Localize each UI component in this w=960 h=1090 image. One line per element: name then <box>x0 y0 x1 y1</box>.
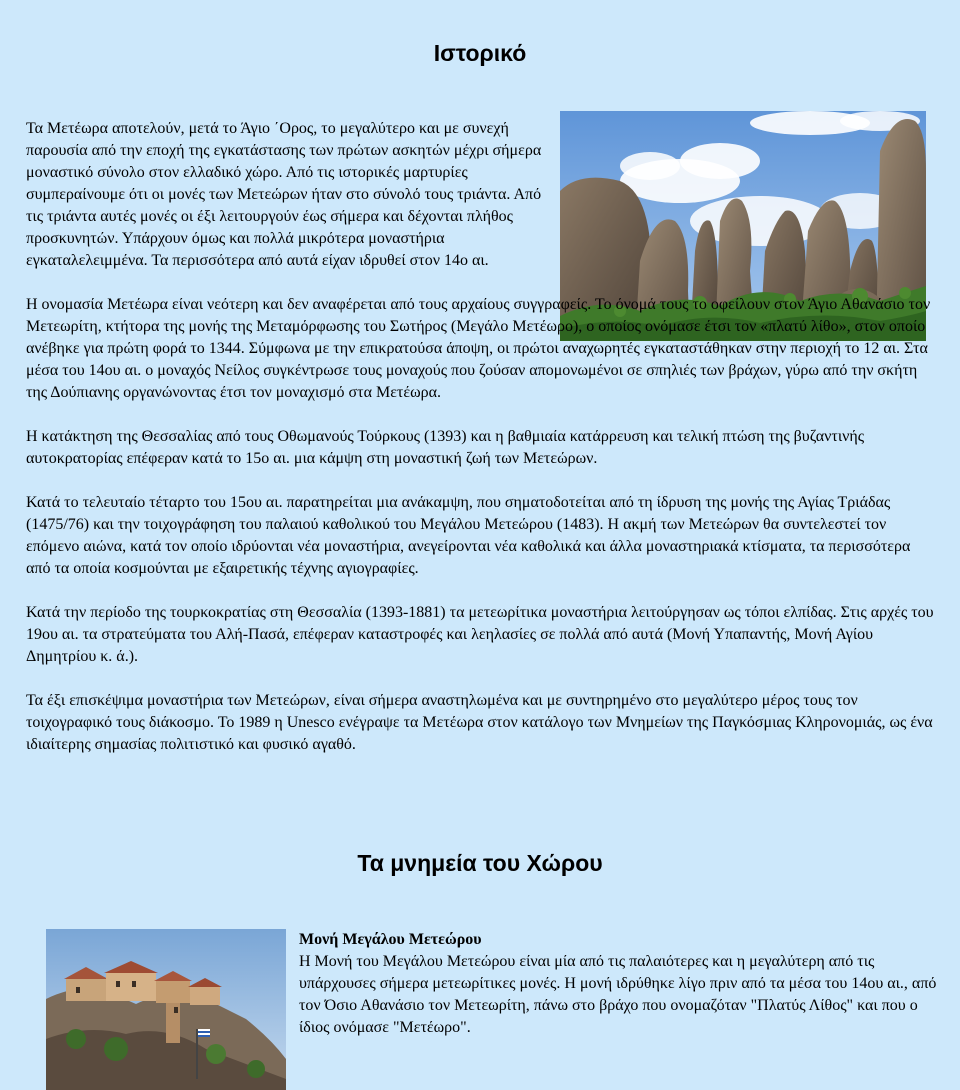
history-text <box>26 118 936 778</box>
history-title: Ιστορικό <box>433 40 527 66</box>
history-paragraph: Τα Μετέωρα αποτελούν, μετά το Άγιο ΄Ορος, το μεγαλύτερο και με συνεχή παρουσία από την εποχή της εγκατάστασης των πρώτων ασκητών μέχρι σήμερα μοναστικό σύνολο στον ελλαδικό χώρο. Από τις ιστορικές μαρτυρίες συμπεραίνουμε ότι οι μονές των Μετεώρων ήταν στο σύνολό τους τριάντα. Από τις τριάντα αυτές μονές οι έξι λειτουργούν έως σήμερα και δέχονται πλήθος προσκυνητών. Υπάρχουν όμως και πολλά μικρότερα μοναστήρια εγκαταλελειμμένα. Τα περισσότερα από αυτά είχαν ιδρυθεί στον 14ο αι. <box>26 120 542 269</box>
great-meteoron-photo <box>46 929 286 1090</box>
history-paragraph: Κατά το τελευταίο τέταρτο του 15ου αι. παρατηρείται μια ανάκαμψη, που σηματοδοτείται από τη ίδρυση της μονής της Αγίας Τριάδας (1475/76) και την τοιχογράφηση του παλαιού καθολικού του Μεγάλου Μετεώρου (1483). Η ακμή των Μετεώρων θα συντελεστεί τον επόμενο αιώνα, κατά τον οποίο ιδρύονται νέα μοναστήρια, ανεγείρονται νέα καθολικά και άλλα μοναστηριακά κτίσματα, τα περισσότερα από τα οποία κοσμούνται με εξαιρετικής τέχνης αγιογραφίες. <box>26 494 911 577</box>
history-paragraph: Η κατάκτηση της Θεσσαλίας από τους Οθωμανούς Τούρκους (1393) και η βαθμιαία κατάρρευση και τελική πτώση της βυζαντινής αυτοκρατορίας επέφεραν κατά το 15ο αι. μια κάμψη στη μοναστική ζωή των Μετεώρων. <box>26 428 865 467</box>
history-paragraph: Κατά την περίοδο της τουρκοκρατίας στη Θεσσαλία (1393-1881) τα μετεωρίτικα μοναστήρια λειτούργησαν ως τόποι ελπίδας. Στις αρχές του 19ου αι. τα στρατεύματα του Αλή-Πασά, επέφεραν καταστροφές και λεηλασίες σε πολλά από αυτά (Μονή Υπαπαντής, Μονή Αγίου Δημητρίου κ. ά.). <box>26 604 934 665</box>
history-paragraph: Τα έξι επισκέψιμα μοναστήρια των Μετεώρων, είναι σήμερα αναστηλωμένα και με συντηρημένο στο μεγαλύτερο μέρος τους τον τοιχογραφικό τους διάκοσμο. Το 1989 η Unesco ενέγραψε τα Μετέωρα στον κατάλογο των Μνημείων της Παγκόσμιας Κληρονομιάς, ως ένα ιδιαίτερης σημασίας πολιτιστικό και φυσικό αγαθό. <box>26 692 933 753</box>
great-meteoron-illustration <box>46 929 286 1090</box>
monument-name: Μονή Μεγάλου Μετεώρου <box>299 931 482 948</box>
monument-item <box>299 929 939 1039</box>
history-paragraph: Η ονομασία Μετέωρα είναι νεότερη και δεν αναφέρεται από τους αρχαίους συγγραφείς. Το όνομά τους το οφείλουν στον Άγιο Αθανάσιο τον Μετεωρίτη, κτήτορα της μονής της Μεταμόρφωσης του Σωτήρος (Μεγάλο Μετέωρο), ο οποίος ονόμασε έτσι τον «πλατύ λίθο», στον οποίο ανέβηκε για πρώτη φορά το 1344. Σύμφωνα με την επικρατούσα άποψη, οι πρώτοι αναχωρητές εγκαταστάθηκαν στην περιοχή το 12 αι. Στα μέσα του 14ου αι. ο μοναχός Νείλος συγκέντρωσε τους μοναχούς που ζούσαν απομονωμένοι σε σπηλιές των βράχων, γύρω από την σκήτη της Δούπιανης οργανώνοντας έτσι τον μοναχισμό στα Μετέωρα. <box>26 296 931 401</box>
monuments-title: Τα μνημεία του Χώρου <box>357 850 603 876</box>
monument-description: Η Μονή του Μεγάλου Μετεώρου είναι μία από τις παλαιότερες και η μεγαλύτερη από τις υπάρχουσες σήμερα μετεωρίτικες μονές. Η μονή ιδρύθηκε λίγο πριν από τα μέσα του 14ου αι., από τον Όσιο Αθανάσιο τον Μετεωρίτη, πάνω στο βράχο που ονομαζόταν "Πλατύς Λίθος" και που ο ίδιος ονόμασε "Μετέωρο". <box>299 953 937 1036</box>
